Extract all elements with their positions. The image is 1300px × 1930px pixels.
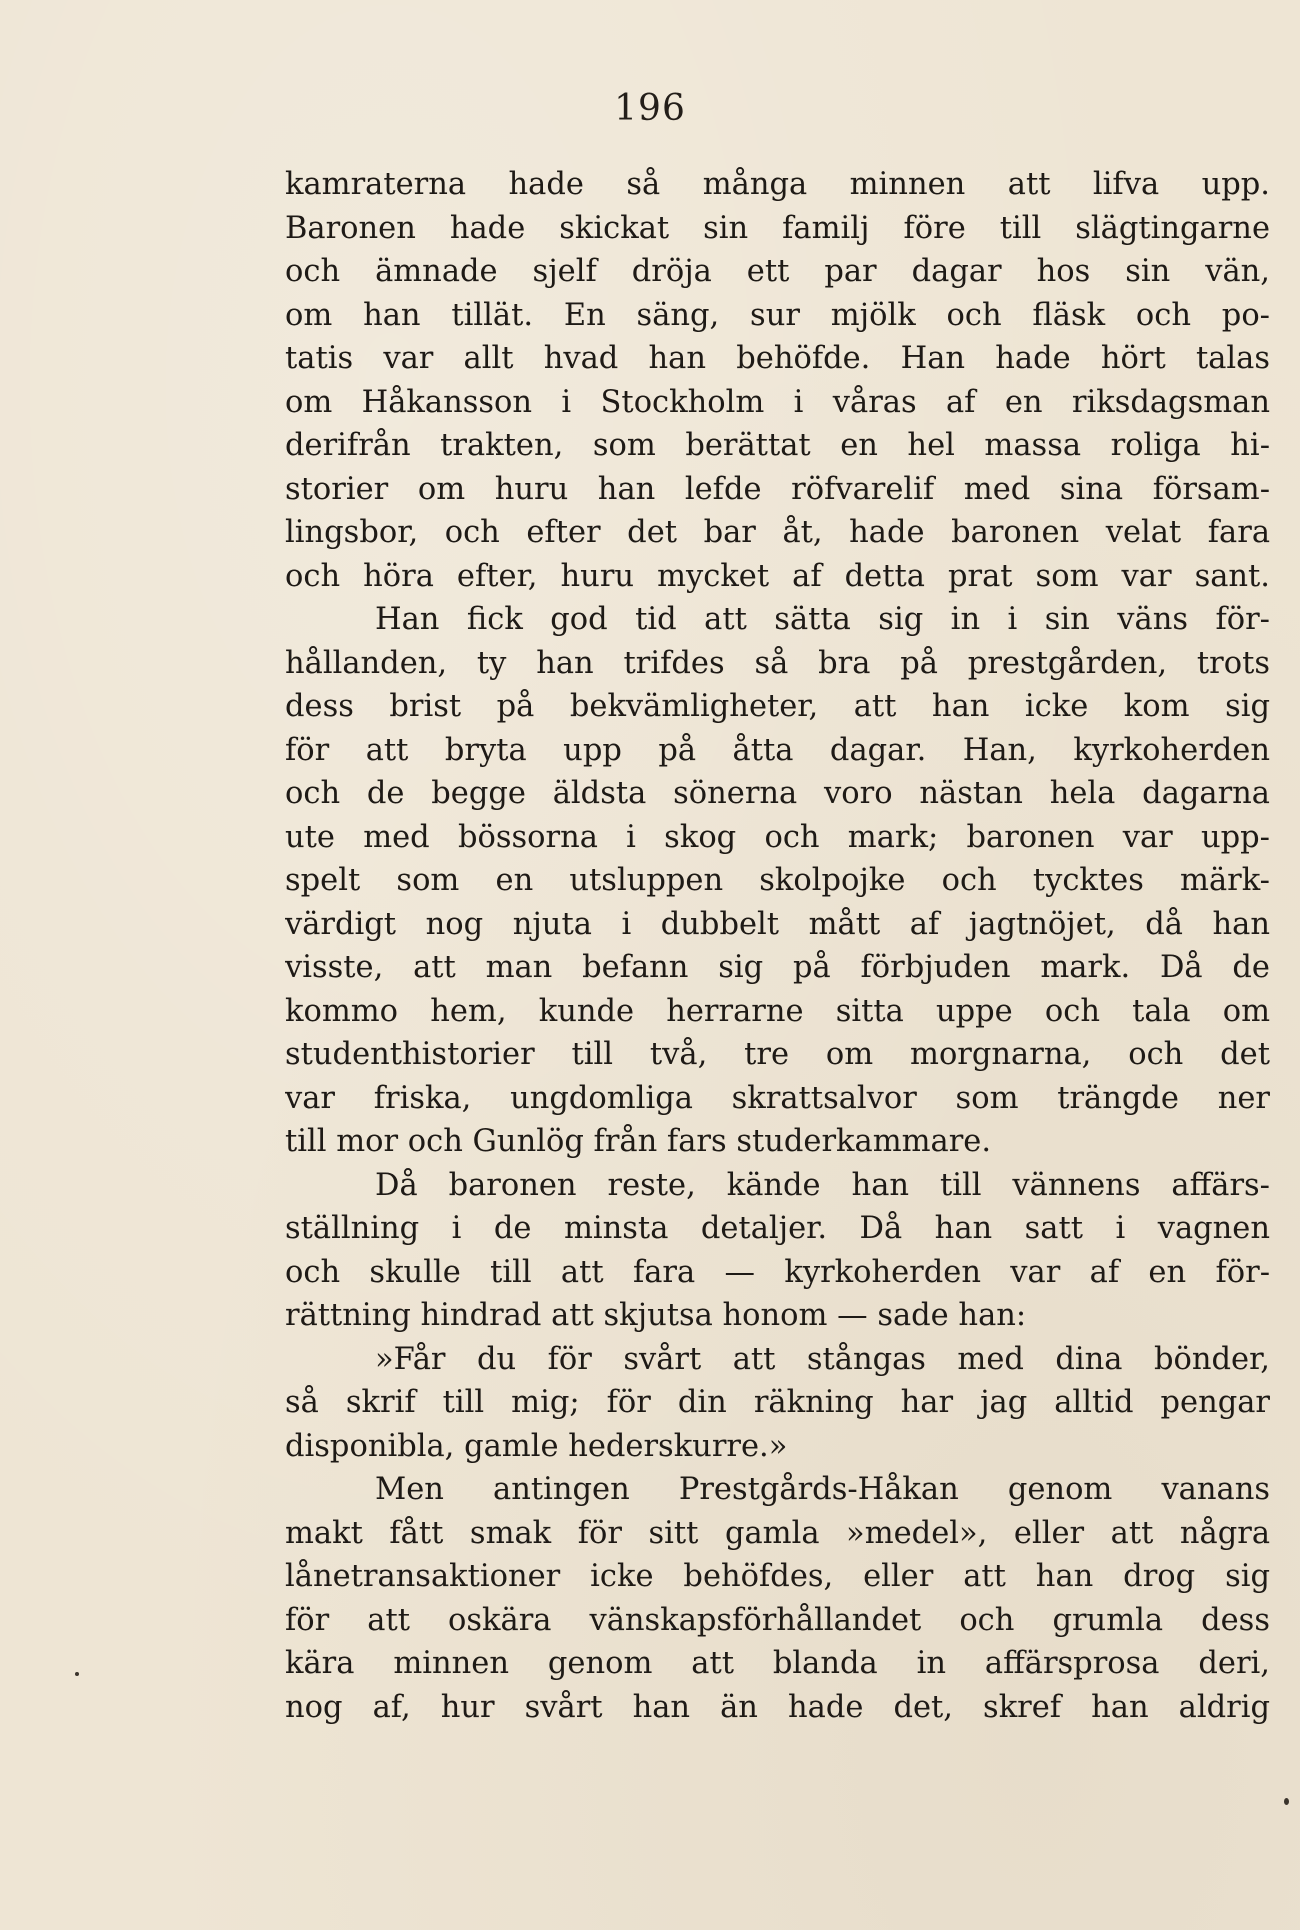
text-line: »Får du för svårt att stångas med dina bönder, bbox=[375, 1341, 1270, 1377]
text-line: värdigt nog njuta i dubbelt mått af jagtnöjet, då han bbox=[285, 906, 1270, 942]
text-line: lånetransaktioner icke behöfdes, eller att han drog sig bbox=[285, 1559, 1270, 1594]
text-line: ställning i de minsta detaljer. Då han satt i vagnen bbox=[285, 1211, 1270, 1246]
text-line: studenthistorier till två, tre om morgnarna, och det bbox=[285, 1037, 1270, 1072]
text-line: och höra efter, huru mycket af detta prat som var sant. bbox=[285, 558, 1270, 594]
text-line: kamraterna hade så många minnen att lifva upp. bbox=[285, 167, 1270, 202]
text-line: för att bryta upp på åtta dagar. Han, kyrkoherden bbox=[285, 732, 1270, 768]
text-line: kommo hem, kunde herrarne sitta uppe och tala om bbox=[285, 993, 1270, 1029]
text-line: derifrån trakten, som berättat en hel massa roliga hi- bbox=[285, 428, 1270, 463]
text-line: Men antingen Prestgårds-Håkan genom vanans bbox=[375, 1472, 1270, 1507]
text-line: om han tillät. En säng, sur mjölk och fläsk och po- bbox=[285, 297, 1270, 333]
text-line: nog af, hur svårt han än hade det, skref han aldrig bbox=[285, 1689, 1270, 1725]
text-line: om Håkansson i Stockholm i våras af en riksdagsman bbox=[285, 384, 1270, 420]
body-text bbox=[285, 163, 1270, 1729]
text-line: ute med bössorna i skog och mark; baronen var upp- bbox=[285, 819, 1270, 855]
print-speck bbox=[75, 1672, 79, 1676]
text-line: tatis var allt hvad han behöfde. Han hade hört talas bbox=[285, 341, 1270, 376]
text-line: för att oskära vänskapsförhållandet och grumla dess bbox=[285, 1602, 1270, 1638]
text-line: och ämnade sjelf dröja ett par dagar hos sin vän, bbox=[285, 254, 1270, 289]
text-line: kära minnen genom att blanda in affärsprosa deri, bbox=[285, 1646, 1270, 1681]
text-line: disponibla, gamle hederskurre.» bbox=[285, 1428, 788, 1464]
page-number: 196 bbox=[614, 88, 686, 129]
text-line: visste, att man befann sig på förbjuden mark. Då de bbox=[285, 950, 1270, 985]
text-line: och skulle till att fara — kyrkoherden var af en för- bbox=[285, 1254, 1270, 1290]
text-line: Han fick god tid att sätta sig in i sin väns för- bbox=[375, 602, 1270, 637]
text-line: så skrif till mig; för din räkning har jag alltid pengar bbox=[285, 1385, 1270, 1420]
text-line: Baronen hade skickat sin familj före till slägtingarne bbox=[285, 210, 1270, 246]
text-line: till mor och Gunlög från fars studerkammare. bbox=[285, 1124, 992, 1159]
text-line: makt fått smak för sitt gamla »medel», eller att några bbox=[285, 1515, 1270, 1551]
text-line: var friska, ungdomliga skrattsalvor som trängde ner bbox=[285, 1080, 1270, 1116]
text-line: lingsbor, och efter det bar åt, hade baronen velat fara bbox=[285, 515, 1270, 550]
text-line: dess brist på bekvämligheter, att han icke kom sig bbox=[285, 689, 1270, 724]
text-line: och de begge äldsta sönerna voro nästan hela dagarna bbox=[285, 776, 1270, 811]
text-line: rättning hindrad att skjutsa honom — sade han: bbox=[285, 1298, 1027, 1333]
text-line: spelt som en utsluppen skolpojke och tycktes märk- bbox=[285, 863, 1270, 898]
text-line: Då baronen reste, kände han till vännens affärs- bbox=[375, 1167, 1270, 1203]
text-line: hållanden, ty han trifdes så bra på prestgården, trots bbox=[285, 645, 1270, 681]
print-speck bbox=[1284, 1798, 1289, 1805]
text-line: storier om huru han lefde röfvarelif med sina försam- bbox=[285, 471, 1270, 507]
